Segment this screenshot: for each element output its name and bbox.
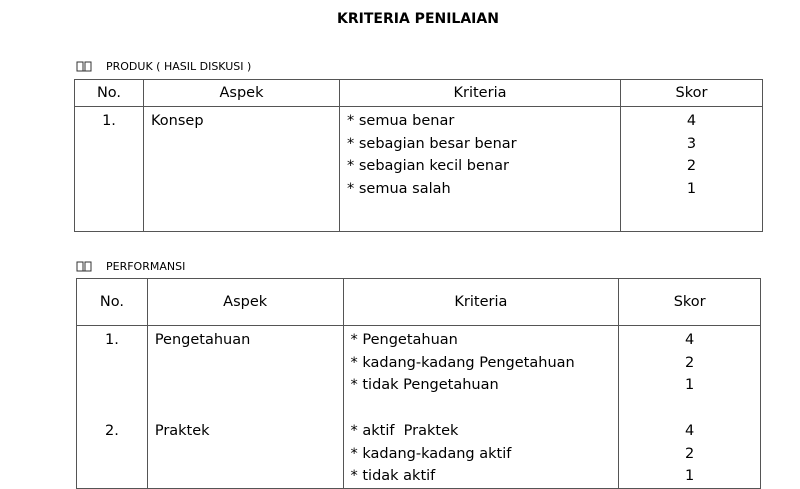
- performansi-table: [76, 278, 761, 489]
- section-heading-produk: [76, 60, 251, 73]
- header-kriteria: Kriteria: [343, 279, 619, 326]
- kriteria-item: * tidak aktif: [350, 468, 436, 485]
- kriteria-item: * tidak Pengetahuan: [350, 377, 499, 394]
- header-aspek: Aspek: [144, 80, 340, 107]
- table-header-row: [75, 80, 763, 107]
- section-heading-text: PERFORMANSI: [106, 260, 186, 273]
- table-header-row: [77, 279, 761, 326]
- row-aspek: Praktek: [154, 423, 210, 440]
- row-no: 1.: [102, 113, 116, 129]
- kriteria-item: * sebagian besar benar: [347, 135, 517, 152]
- header-no: No.: [77, 279, 148, 326]
- row-no: 2.: [104, 423, 119, 440]
- header-skor: Skor: [619, 279, 761, 326]
- row-aspek: Konsep: [151, 113, 204, 129]
- section-heading-text: PRODUK ( HASIL DISKUSI ): [106, 60, 252, 73]
- row-no: 1.: [104, 332, 119, 348]
- kriteria-item: * sebagian kecil benar: [347, 158, 509, 175]
- page-title: KRITERIA PENILAIAN: [337, 11, 499, 27]
- produk-table: [74, 79, 763, 232]
- skor-value: 1: [685, 468, 695, 485]
- book-icon: [76, 61, 92, 72]
- skor-value: 3: [686, 135, 697, 152]
- skor-value: 2: [685, 354, 695, 371]
- skor-value: 4: [685, 332, 695, 348]
- table-row: [77, 326, 761, 489]
- header-kriteria: Kriteria: [340, 80, 621, 107]
- skor-value: 4: [686, 113, 697, 129]
- kriteria-item: * aktif Praktek: [350, 423, 459, 440]
- skor-value: 1: [685, 377, 695, 394]
- kriteria-item: * semua salah: [347, 181, 451, 198]
- header-aspek: Aspek: [147, 279, 343, 326]
- header-skor: Skor: [621, 80, 763, 107]
- kriteria-item: * kadang-kadang Pengetahuan: [350, 354, 575, 371]
- skor-value: 1: [686, 181, 697, 198]
- book-icon: [76, 261, 92, 272]
- section-heading-performansi: [76, 260, 185, 273]
- table-row: [75, 107, 763, 232]
- kriteria-item: * Pengetahuan: [350, 332, 458, 348]
- skor-value: 4: [685, 423, 695, 440]
- skor-value: 2: [686, 158, 697, 175]
- kriteria-item: * kadang-kadang aktif: [350, 445, 512, 462]
- kriteria-item: * semua benar: [347, 113, 455, 129]
- row-aspek: Pengetahuan: [154, 332, 251, 348]
- header-no: No.: [75, 80, 144, 107]
- skor-value: 2: [685, 445, 695, 462]
